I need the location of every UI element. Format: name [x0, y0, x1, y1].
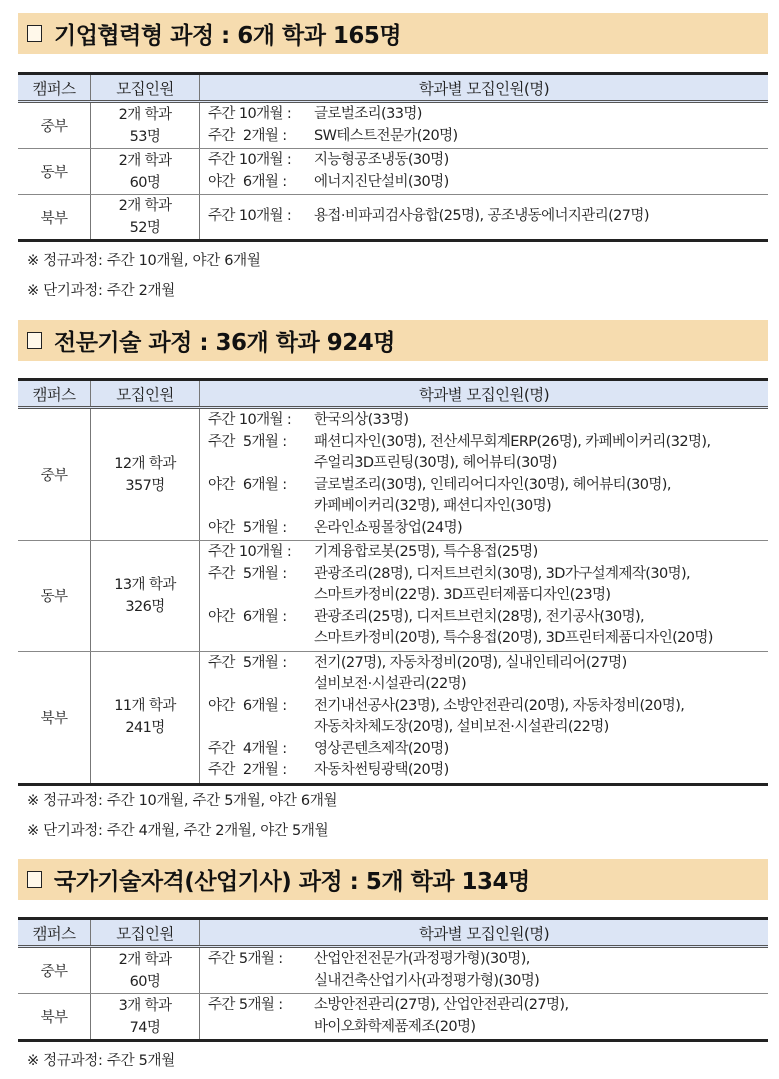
recruit-count-line: 357명	[125, 477, 165, 494]
table-body	[18, 947, 768, 1041]
department-line	[208, 475, 768, 497]
table-row	[18, 195, 768, 241]
department-list: 소방안전관리(27명), 산업안전관리(27명),	[314, 997, 569, 1013]
campus-cell: 중부	[18, 102, 91, 149]
department-list: 관광조리(28명), 디저트브런치(30명), 3D가구설계제작(30명),	[314, 565, 691, 582]
department-line	[208, 453, 768, 475]
period-label: 주간 5개월 :	[208, 997, 283, 1013]
period-label: 주간 2개월 :	[208, 762, 287, 778]
department-list: 자동차썬팅광택(20명)	[314, 762, 449, 778]
footnote: ※ 정규과정: 주간 10개월, 주간 5개월, 야간 6개월	[27, 793, 338, 809]
section-title: 전문기술 과정 : 36개 학과 924명	[54, 330, 395, 356]
table-header	[18, 74, 768, 102]
column-header: 학과별 모집인원(명)	[200, 919, 769, 947]
header-row	[18, 380, 768, 408]
period-label: 주간 5개월 :	[208, 951, 283, 967]
department-list: 설비보전·시설관리(22명)	[314, 676, 467, 692]
period-label	[208, 674, 314, 696]
department-line	[208, 126, 768, 148]
column-header: 모집인원	[91, 74, 200, 102]
department-line	[208, 432, 768, 454]
period-label: 주간 10개월 :	[208, 544, 292, 560]
recruit-count-line: 2개 학과	[118, 951, 172, 968]
department-list: 주얼리3D프린팅(30명), 헤어뷰티(30명)	[314, 455, 557, 471]
campus-cell: 중부	[18, 947, 91, 994]
column-header: 모집인원	[91, 919, 200, 947]
recruit-count-line: 2개 학과	[118, 106, 172, 123]
department-list: 용접·비파괴검사융합(25명), 공조냉동에너지관리(27명)	[314, 208, 649, 225]
recruit-count-line: 12개 학과	[114, 455, 176, 472]
department-detail-cell	[200, 541, 769, 652]
header-row	[18, 919, 768, 947]
header-row	[18, 74, 768, 102]
recruit-count-cell	[91, 651, 200, 784]
column-header: 캠퍼스	[18, 74, 91, 102]
recruit-count-line: 326명	[125, 598, 165, 615]
column-header: 모집인원	[91, 380, 200, 408]
department-list: 스마트카정비(22명). 3D프린터제품디자인(23명)	[314, 587, 611, 603]
footnote: ※ 단기과정: 주간 2개월	[27, 283, 175, 299]
department-line	[208, 971, 768, 993]
recruit-count-line: 60명	[129, 174, 161, 191]
department-line	[208, 172, 768, 194]
table-row	[18, 651, 768, 784]
recruitment-table	[18, 917, 768, 1042]
recruit-count-line: 52명	[129, 220, 161, 236]
recruit-count-line: 2개 학과	[118, 152, 172, 169]
column-header: 학과별 모집인원(명)	[200, 74, 769, 102]
column-header: 학과별 모집인원(명)	[200, 380, 769, 408]
department-line	[208, 542, 768, 564]
department-line	[208, 760, 768, 782]
checkbox-square-icon	[27, 25, 42, 42]
period-label	[208, 453, 314, 475]
period-label: 주간 4개월 :	[208, 740, 287, 757]
department-list: 온라인쇼핑몰창업(24명)	[314, 519, 463, 536]
footnote: ※ 정규과정: 주간 5개월	[27, 1053, 175, 1069]
period-label	[208, 585, 314, 607]
department-line	[208, 585, 768, 607]
department-line	[208, 995, 768, 1017]
department-line	[208, 564, 768, 586]
department-line	[208, 717, 768, 739]
recruit-count-line: 74명	[129, 1019, 161, 1036]
table-row	[18, 408, 768, 541]
period-label	[208, 971, 314, 993]
department-list: 산업안전전문가(과정평가형)(30명),	[314, 951, 530, 967]
recruit-count-cell	[91, 149, 200, 195]
department-line	[208, 949, 768, 971]
recruit-count-line: 3개 학과	[118, 997, 172, 1014]
department-list: SW테스트전문가(20명)	[314, 127, 458, 144]
period-label: 야간 6개월 :	[208, 608, 287, 625]
department-detail-cell	[200, 195, 769, 241]
department-list: 자동차차체도장(20명), 설비보전·시설관리(22명)	[314, 719, 609, 735]
footnote: ※ 단기과정: 주간 4개월, 주간 2개월, 야간 5개월	[27, 823, 329, 839]
table-header	[18, 380, 768, 408]
period-label	[208, 496, 314, 518]
table-header	[18, 919, 768, 947]
department-list: 스마트카정비(20명), 특수용접(20명), 3D프린터제품디자인(20명)	[314, 630, 713, 646]
campus-cell: 북부	[18, 994, 91, 1041]
campus-cell: 북부	[18, 195, 91, 241]
recruit-count-cell	[91, 541, 200, 652]
period-label: 야간 5개월 :	[208, 519, 287, 536]
column-header: 캠퍼스	[18, 380, 91, 408]
period-label: 주간 5개월 :	[208, 654, 287, 671]
department-detail-cell	[200, 102, 769, 149]
department-detail-cell	[200, 408, 769, 541]
department-list: 관광조리(25명), 디저트브런치(28명), 전기공사(30명),	[314, 608, 645, 625]
period-label: 주간 5개월 :	[208, 565, 287, 582]
recruit-count-line: 11개 학과	[114, 698, 176, 714]
period-label: 주간 10개월 :	[208, 106, 292, 122]
department-line	[208, 496, 768, 518]
department-list: 지능형공조냉동(30명)	[314, 152, 449, 168]
department-list: 글로벌조리(33명)	[314, 106, 422, 122]
section-banner	[18, 859, 768, 900]
recruit-count-cell	[91, 195, 200, 241]
department-list: 패션디자인(30명), 전산세무회계ERP(26명), 카페베이커리(32명),	[314, 433, 711, 450]
campus-cell: 북부	[18, 651, 91, 784]
department-detail-cell	[200, 994, 769, 1041]
period-label: 주간 10개월 :	[208, 152, 292, 168]
department-line	[208, 607, 768, 629]
recruit-count-cell	[91, 947, 200, 994]
department-list: 한국의상(33명)	[314, 412, 409, 428]
recruit-count-line: 2개 학과	[118, 198, 172, 214]
checkbox-square-icon	[27, 332, 42, 349]
department-line	[208, 150, 768, 172]
table-row	[18, 994, 768, 1041]
recruit-count-cell	[91, 408, 200, 541]
department-detail-cell	[200, 149, 769, 195]
department-line	[208, 739, 768, 761]
table-row	[18, 102, 768, 149]
department-line	[208, 206, 768, 228]
department-line	[208, 653, 768, 675]
section-title: 국가기술자격(산업기사) 과정 : 5개 학과 134명	[54, 869, 530, 895]
campus-cell: 동부	[18, 149, 91, 195]
period-label: 야간 6개월 :	[208, 476, 287, 493]
table-row	[18, 541, 768, 652]
recruitment-table	[18, 72, 768, 242]
period-label	[208, 628, 314, 650]
footnote: ※ 정규과정: 주간 10개월, 야간 6개월	[27, 253, 261, 269]
department-list: 전기(27명), 자동차정비(20명), 실내인테리어(27명)	[314, 654, 627, 671]
department-line	[208, 518, 768, 540]
section-title: 기업협력형 과정 : 6개 학과 165명	[54, 23, 402, 49]
table-row	[18, 947, 768, 994]
department-line	[208, 628, 768, 650]
department-list: 실내건축산업기사(과정평가형)(30명)	[314, 972, 540, 989]
department-line	[208, 410, 768, 432]
recruit-count-cell	[91, 102, 200, 149]
department-line	[208, 104, 768, 126]
period-label	[208, 1017, 314, 1039]
table-body	[18, 408, 768, 785]
department-list: 카페베이커리(32명), 패션디자인(30명)	[314, 498, 552, 514]
department-detail-cell	[200, 947, 769, 994]
department-list: 글로벌조리(30명), 인테리어디자인(30명), 헤어뷰티(30명),	[314, 476, 671, 493]
department-line	[208, 696, 768, 718]
period-label: 주간 2개월 :	[208, 127, 287, 144]
department-list: 바이오화학제품제조(20명)	[314, 1018, 476, 1035]
column-header: 캠퍼스	[18, 919, 91, 947]
recruit-count-line: 60명	[129, 973, 161, 990]
department-list: 전기내선공사(23명), 소방안전관리(20명), 자동차정비(20명),	[314, 697, 685, 714]
campus-cell: 중부	[18, 408, 91, 541]
department-list: 기계융합로봇(25명), 특수용접(25명)	[314, 544, 538, 560]
period-label: 주간 10개월 :	[208, 208, 292, 225]
campus-cell: 동부	[18, 541, 91, 652]
checkbox-square-icon	[27, 871, 42, 888]
section-banner	[18, 320, 768, 361]
recruit-count-line: 13개 학과	[114, 576, 176, 593]
department-line	[208, 674, 768, 696]
period-label: 주간 10개월 :	[208, 412, 292, 428]
department-list: 영상콘텐츠제작(20명)	[314, 740, 449, 757]
recruitment-table	[18, 378, 768, 786]
period-label: 야간 6개월 :	[208, 697, 287, 714]
period-label	[208, 717, 314, 739]
period-label: 야간 6개월 :	[208, 173, 287, 190]
table-body	[18, 102, 768, 241]
section-banner	[18, 13, 768, 54]
department-line	[208, 1017, 768, 1039]
department-list: 에너지진단설비(30명)	[314, 173, 449, 190]
recruit-count-line: 241명	[125, 720, 165, 736]
table-row	[18, 149, 768, 195]
recruit-count-line: 53명	[129, 128, 161, 145]
recruit-count-cell	[91, 994, 200, 1041]
department-detail-cell	[200, 651, 769, 784]
period-label: 주간 5개월 :	[208, 433, 287, 450]
